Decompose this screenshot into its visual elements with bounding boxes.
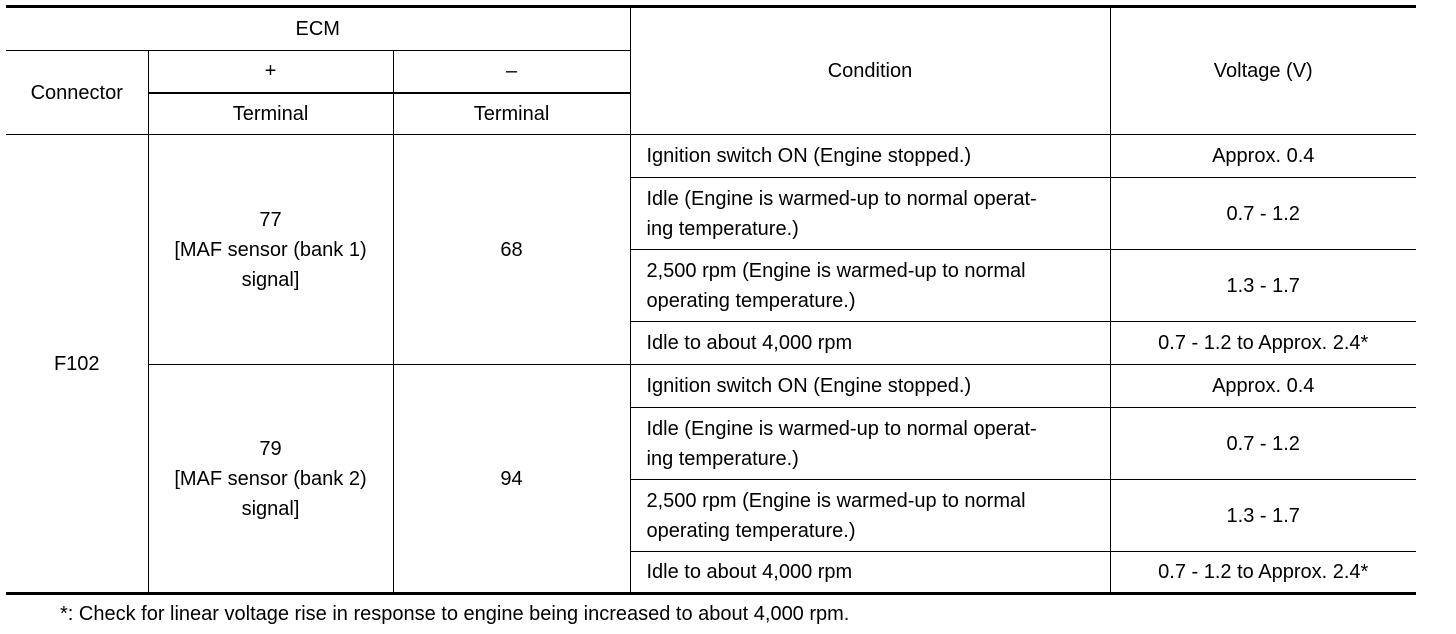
- voltage-header: Voltage (V): [1110, 7, 1416, 135]
- plus-header: +: [148, 51, 393, 93]
- connector-cell: F102: [6, 135, 148, 594]
- plus-terminal-cell: [148, 365, 393, 594]
- terminal-number: 79: [259, 437, 282, 460]
- voltage-cell: 0.7 - 1.2 to Approx. 2.4*: [1110, 322, 1416, 365]
- table-row: [6, 365, 1416, 408]
- condition-header: Condition: [630, 7, 1110, 135]
- connector-header: Connector: [6, 51, 148, 135]
- condition-cell: Idle to about 4,000 rpm: [630, 322, 1110, 365]
- minus-header: –: [393, 51, 630, 93]
- voltage-cell: 0.7 - 1.2: [1110, 408, 1416, 480]
- voltage-cell: 1.3 - 1.7: [1110, 250, 1416, 322]
- terminal-number: 77: [259, 208, 282, 231]
- minus-terminal-cell: 94: [393, 365, 630, 594]
- ecm-header: ECM: [6, 7, 630, 51]
- table-row: [6, 135, 1416, 178]
- voltage-cell: Approx. 0.4: [1110, 135, 1416, 178]
- condition-cell: Ignition switch ON (Engine stopped.): [630, 135, 1110, 178]
- plus-terminal-cell: [148, 135, 393, 365]
- terminal-description: [MAF sensor (bank 2): [174, 467, 367, 490]
- terminal-description: [MAF sensor (bank 1): [174, 238, 367, 261]
- condition-cell: 2,500 rpm (Engine is warmed-up to normal operating temperature.): [630, 480, 1110, 552]
- condition-cell: Ignition switch ON (Engine stopped.): [630, 365, 1110, 408]
- terminal-description: signal]: [241, 268, 300, 291]
- condition-cell: Idle (Engine is warmed-up to normal operat- ing temperature.): [630, 408, 1110, 480]
- voltage-cell: Approx. 0.4: [1110, 365, 1416, 408]
- plus-terminal-header: Terminal: [148, 93, 393, 135]
- voltage-cell: 0.7 - 1.2 to Approx. 2.4*: [1110, 552, 1416, 594]
- terminal-description: signal]: [241, 497, 300, 520]
- voltage-cell: 1.3 - 1.7: [1110, 480, 1416, 552]
- condition-cell: Idle (Engine is warmed-up to normal operat- ing temperature.): [630, 178, 1110, 250]
- voltage-cell: 0.7 - 1.2: [1110, 178, 1416, 250]
- minus-terminal-header: Terminal: [393, 93, 630, 135]
- condition-cell: Idle to about 4,000 rpm: [630, 552, 1110, 594]
- ecm-terminal-table: [6, 5, 1416, 595]
- footnote: *: Check for linear voltage rise in response to engine being increased to about 4,000 rpm.: [60, 603, 850, 625]
- minus-terminal-cell: 68: [393, 135, 630, 365]
- condition-cell: 2,500 rpm (Engine is warmed-up to normal operating temperature.): [630, 250, 1110, 322]
